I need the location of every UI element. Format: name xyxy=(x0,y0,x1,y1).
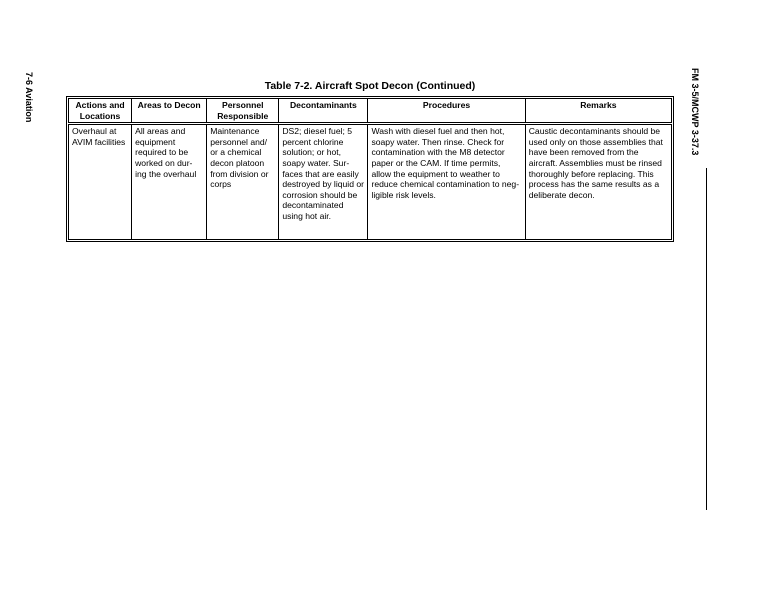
column-header-personnel: Personnel Responsible xyxy=(207,99,279,124)
cell-procedures: Wash with diesel fuel and then hot, soapy water. Then rinse. Check for contamination with the M8 detector paper or the CAM. If time permits, allow the equipment to weather to reduce chemical contamination to neg-ligible risk levels. xyxy=(368,124,525,240)
cell-remarks: Caustic decontaminants should be used only on those assemblies that have been removed from the aircraft. Assemblies must be rinsed thoroughly before replacing. This process has the same results as a deliberate decon. xyxy=(525,124,671,240)
page-number-section-label: 7-6 Aviation xyxy=(24,72,34,123)
document-id-label: FM 3-5/MCWP 3-37.3 xyxy=(690,68,700,156)
table-header-row xyxy=(69,99,672,124)
column-header-procedures: Procedures xyxy=(368,99,525,124)
cell-decontaminants: DS2; diesel fuel; 5 percent chlorine solution; or hot, soapy water. Sur-faces that are easily destroyed by liquid or corrosion should be decontaminated using hot air. xyxy=(279,124,368,240)
decon-table-frame xyxy=(66,96,674,242)
margin-rule xyxy=(706,168,707,510)
column-header-decontaminants: Decontaminants xyxy=(279,99,368,124)
column-header-actions: Actions and Locations xyxy=(69,99,132,124)
table-row xyxy=(69,124,672,240)
table-title: Table 7-2. Aircraft Spot Decon (Continued) xyxy=(264,80,476,92)
decon-table xyxy=(68,98,672,240)
column-header-remarks: Remarks xyxy=(525,99,671,124)
cell-areas: All areas and equipment required to be worked on dur-ing the overhaul xyxy=(132,124,207,240)
cell-actions: Overhaul at AVIM facilities xyxy=(69,124,132,240)
column-header-areas: Areas to Decon xyxy=(132,99,207,124)
cell-personnel: Maintenance personnel and/ or a chemical decon platoon from division or corps xyxy=(207,124,279,240)
